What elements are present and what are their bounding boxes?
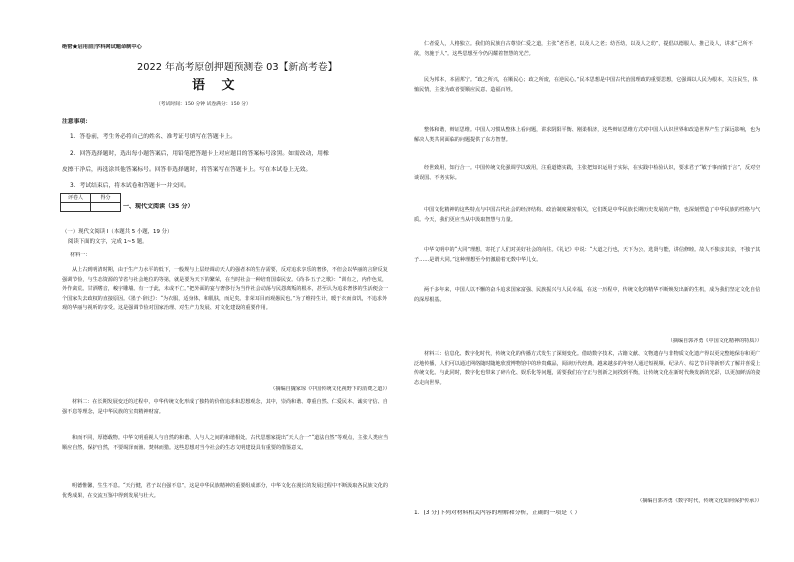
score-cell-grader[interactable] [61,203,91,212]
left-page [12,0,390,562]
material2-paragraph-1: 材料二：在长期发展变迁的过程中，中华传统文化形成了独特的价值追求和思想观念，其中，崇尚和谐、尊重自然、仁爱民本、诚实守信、自强不息等理念，是中华民族的宝贵精神财富。 [62,399,388,415]
right-page [410,0,782,562]
subject-title: 语 文 [192,78,241,93]
section-title: 一、现代文阅读（35 分） [123,203,194,210]
right-paragraph-7: 两千多年来，中国人以不懈的奋斗追求国家富强、民族振兴与人民幸福，在这一历程中，传统文化的精华不断焕发出新的生机，成为我们坚定文化自信的深厚根基。 [414,287,761,303]
exam-title: 2022 年高考原创押题预测卷 03【新高考卷】 [137,62,338,73]
right-paragraph-6: 中华文明中的“大同”理想，寄托了人们对美好社会的向往。《礼记》中说：“大道之行也，天下为公，选贤与能，讲信修睦。故人不独亲其亲，不独子其子……是谓大同。”这种理想至今仍激励着无数中华儿女。 [414,247,761,263]
note-2: 2．回答选择题时，选出每小题答案后，用铅笔把答题卡上对应题目的答案标号涂黑。如需改动，用橡 [70,151,329,157]
right-paragraph-2: 民为邦本，本固邦宁。“政之所兴，在顺民心；政之所废，在逆民心。”民本思想是中国古代治国理政的重要思想，它强调以人民为根本，关注民生，体恤民情，主张为政者要顺应民意、造福百姓。 [414,77,758,93]
exam-meta: （考试时间：150 分钟 试卷满分：150 分） [156,102,251,107]
note-3: 3．考试结束后，将本试卷和答题卡一并交回。 [70,183,190,189]
note-1: 1．答卷前，考生务必将自己的姓名、准考证号填写在答题卡上。 [70,134,237,140]
material1-source: （摘编自魏家琼《中国传统文化视野下的消费之道》） [270,386,390,392]
score-table [60,193,121,212]
right-source-2: （摘编自郭齐勇《数字时代，传统文化如何保护传承》） [637,498,762,504]
material1-label: 材料一： [70,252,91,258]
material3-paragraph: 材料三：信息化、数字化时代，传统文化的传播方式发生了深刻变化。借助数字技术，古籍文献、文物遗存与非物质文化遗产得以更完整地保存和更广泛地传播，人们可以通过网络随时随地欣赏博物馆中的珍贵藏品，阅读历代经典。越来越多的年轻人通过短视频、纪录片、综艺节目等新形式了解并喜爱上传统文化。与此同时，数字化也带来了碎片化、娱乐化等问题，需要我们在守正与创新之间找到平衡，让传统文化在新时代焕发新的光彩，以更加鲜活的姿态走向世界。 [414,351,761,386]
score-header-grader: 评卷人 [61,194,91,203]
right-paragraph-1: 仁者爱人，人格独立。我们的民族自古尊崇仁爱之道，主张“老吾老，以及人之老；幼吾幼，以及人之幼”，提倡以德服人、推己及人，讲求“己所不欲，勿施于人”。这些思想至今仍闪耀着智慧的光芒。 [414,41,753,57]
right-paragraph-5: 中国文化精神的这些特点与中国古代社会的经济结构、政治制度紧密相关，它们既是中华民族长期历史发展的产物，也深刻塑造了中华民族的性格与气质。今天，我们更应当从中汲取智慧与力量。 [414,207,761,223]
material2-paragraph-2: 和而不同，厚德载物。中华文明重视人与自然的和谐、人与人之间的和谐相处。古代思想家提出“天人合一”“道法自然”等观点，主张人类应当顺应自然，保护自然，不要竭泽而渔、焚林而猎。这些思想对当今社会的生态文明建设具有重要的借鉴意义。 [62,435,389,451]
notes-heading: 注意事项： [62,119,91,125]
question-1: 1．(3 分)下列对材料相关内容的理解和分析，正确的一项是（ ） [414,510,581,516]
right-paragraph-4: 经世致用，知行合一。中国传统文化强调学以致用，注重道德实践，主张把知识运用于实际，在实践中检验认识，要求君子“敏于事而慎于言”，反对空谈误国、不务实际。 [414,165,761,181]
right-source-1: （摘编自郭齐勇《中国文化精神的特质》） [667,338,762,344]
secret-line: 绝密★启用前|学科网试题命制中心 [62,44,142,50]
note-2-cont: 皮擦干净后，再选涂其他答案标号。回答非选择题时，将答案写在答题卡上。写在本试卷上无效。 [62,167,312,173]
score-header-score: 得分 [91,194,121,203]
right-paragraph-3: 整体和谐，辩证思维。中国人习惯从整体上看问题，讲求阴阳平衡、刚柔相济，这些辩证思维方式对中国人认识世界和改造世界产生了深远影响，也为解决人类共同面临的问题提供了东方智慧。 [414,127,761,143]
reading-subsection: （一）现代文阅读 I（本题共 5 小题，19 分） [62,229,173,235]
material2-paragraph-3: 明德惟馨，生生不息。“天行健，君子以自强不息”，这是中华民族精神的重要组成部分，中华文化在漫长的发展过程中不断汲取各民族文化的优秀成果，在交流互鉴中得到发展与壮大。 [62,483,388,499]
material1-paragraph: 从上古到明清时期，由于生产力水平的低下，一般规与上层经调动天人的强者本的生存需要，反对追求享乐的奢侈，不但会以华丽的言辞反复强调节俭，与生态资源的节省与社会地位的等第，就是要为天下的繁荣，在当时社会一种培育国泰民安。《尚书·五子之歌》：“训有之，内作色荒，外作禽荒。甘酒嗜音，峻宇雕墙。有一于此，未或不亡。”把外面的宴与奢侈行为当作社会动荡与民怨离叛的根本，甚至认为追求奢侈的生活便会一个国家失去政权的直接原因。《墨子·辞过》：“为衣服，适身体，和肌肤，而足矣。非荣耳目而观愚民也。”为了维持生计，暖于衣而食饥，不追求外观的华丽与视听的享受。这是强调节俭对国家治理、对生产力发展、对文化建设的重要作用。 [62,267,389,312]
score-cell-score[interactable] [91,203,121,212]
reading-instruction: 阅读下面的文字，完成 1~5 题。 [68,239,148,245]
